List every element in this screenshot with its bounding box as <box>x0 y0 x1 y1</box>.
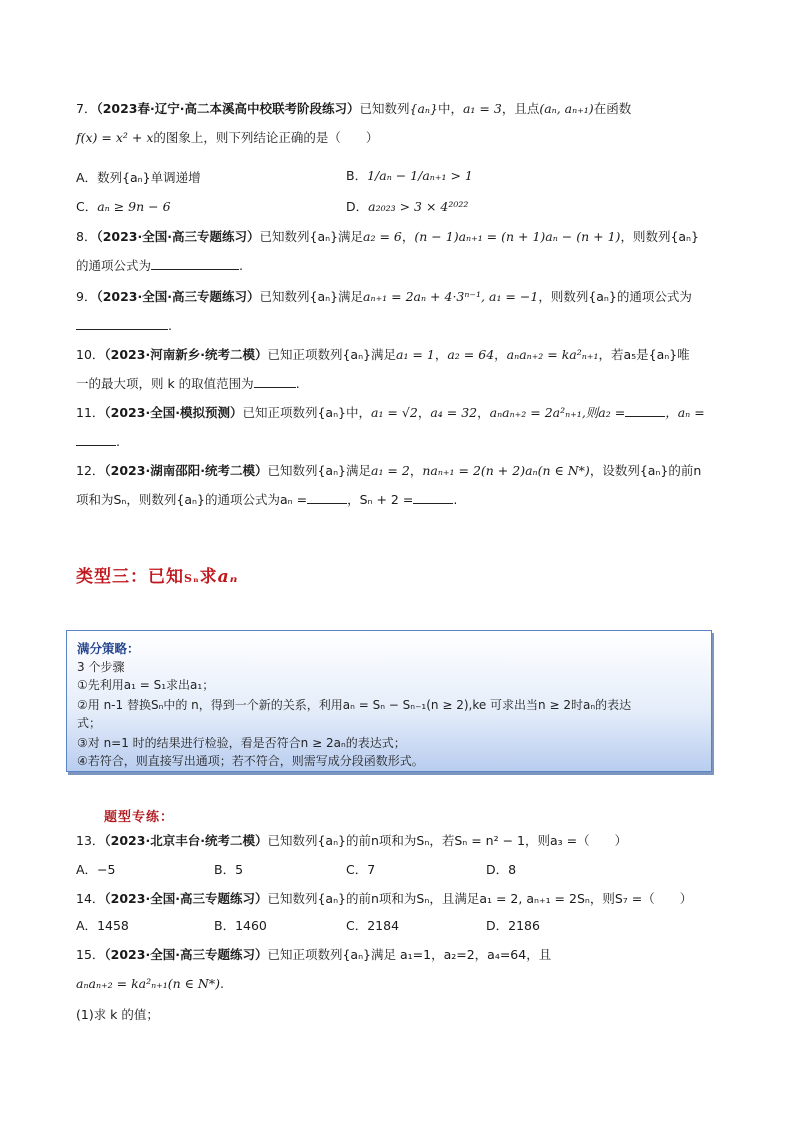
option-label: C． <box>346 918 368 933</box>
practice-heading: 题型专练： <box>104 810 175 825</box>
math-expr: a₄ = 32 <box>430 405 478 420</box>
option-text: a₂₀₂₃ > 3 × 4²⁰²² <box>368 199 469 214</box>
option-text: 5 <box>235 862 244 877</box>
question-source: （2023·全国·高三专题练习） <box>104 947 268 962</box>
option-d[interactable] <box>486 916 540 936</box>
question-text: ，且点 <box>501 101 540 116</box>
option-c[interactable] <box>346 916 399 936</box>
question-8 <box>76 222 726 280</box>
question-11: 11．（2023·全国·模拟预测）已知正项数列{aₙ}中，a₁ = √2，a₄ = 32，aₙaₙ₊₂ = 2a²ₙ₊₁,则a₂ = ，aₙ = . <box>76 398 726 456</box>
question-number: 13． <box>76 833 105 848</box>
math-expr: (aₙ, aₙ₊₁) <box>539 101 594 116</box>
question-9 <box>76 282 726 340</box>
math-expr: aₙ₊₁ = 2aₙ + 4·3ⁿ⁻¹, a₁ = −1 <box>363 289 539 304</box>
question-text: ，若a₅是{aₙ}唯 <box>598 347 690 362</box>
option-label: C． <box>346 862 368 877</box>
question-number: 8． <box>76 229 97 244</box>
question-text: . <box>116 434 120 449</box>
question-7 <box>76 94 726 152</box>
question-text: . <box>453 492 458 507</box>
section-title-text: 类型三：已知 <box>76 567 184 587</box>
question-source: （2023·湖南邵阳·统考二模） <box>104 463 268 478</box>
math-expr: a₁ = 3 <box>462 101 502 116</box>
option-b[interactable] <box>214 916 267 936</box>
question-text: 中， <box>437 101 463 116</box>
question-source: （2023·全国·模拟预测） <box>104 405 243 420</box>
math-expr: naₙ₊₁ = 2(n + 2)aₙ(n ∈ N*) <box>422 463 590 478</box>
question-text: 已知正项数列{aₙ}满足 <box>267 347 396 362</box>
section-title-sn: Sₙ <box>184 572 200 585</box>
option-label: D． <box>486 862 509 877</box>
question-number: 15． <box>76 947 105 962</box>
question-text: 在函数 <box>593 101 632 116</box>
question-source: （2023·全国·高三专题练习） <box>96 229 260 244</box>
option-d[interactable] <box>486 860 516 880</box>
question-12: 12．（2023·湖南邵阳·统考二模）已知数列{aₙ}满足a₁ = 2，naₙ₊₁ = 2(n + 2)aₙ(n ∈ N*)，设数列{aₙ}的前n 项和为Sₙ，则数列{aₙ}的通项公式为aₙ = ，Sₙ + 2 = . <box>76 463 702 507</box>
question-text: 一的最大项，则 k 的取值范围为 <box>76 376 254 391</box>
answer-blank[interactable] <box>76 315 168 330</box>
math-expr: a₂ = 6 <box>363 229 402 244</box>
question-15 <box>76 940 726 998</box>
question-text: 已知数列{aₙ}满足 <box>267 463 371 478</box>
section-title <box>76 562 238 587</box>
option-label: A． <box>76 170 98 185</box>
option-text: aₙ ≥ 9n − 6 <box>97 199 171 214</box>
question-13 <box>76 826 726 855</box>
answer-blank[interactable] <box>151 255 239 270</box>
question-text: ，则数列{aₙ}的通项公式为 <box>538 289 692 304</box>
question-source: （2023·北京丰台·统考二模） <box>104 833 268 848</box>
answer-blank-an[interactable] <box>76 431 116 446</box>
question-15-part-1 <box>76 1000 726 1029</box>
strategy-line: 3 个步骤 <box>77 660 125 674</box>
math-expr: f(x) = x² + x <box>76 130 154 145</box>
option-label: D． <box>486 918 509 933</box>
strategy-line: ①先利用a₁ = S₁求出a₁； <box>77 678 215 692</box>
option-text: −5 <box>97 862 116 877</box>
question-source: （2023·全国·高三专题练习） <box>96 289 260 304</box>
math-expr: {aₙ} <box>409 101 438 116</box>
question-source: （2023·全国·高三专题练习） <box>104 891 268 906</box>
question-text: ，Sₙ + 2 = <box>347 492 414 507</box>
math-expr: aₙaₙ₊₂ = ka²ₙ₊₁ <box>506 347 599 362</box>
answer-blank-sn[interactable] <box>413 489 453 504</box>
option-c[interactable] <box>346 860 375 880</box>
option-label: C． <box>76 199 98 214</box>
answer-blank-an[interactable] <box>307 489 347 504</box>
option-a[interactable] <box>76 916 129 936</box>
math-expr: a₁ = 1 <box>396 347 435 362</box>
option-text: 2186 <box>508 918 540 933</box>
question-text: 已知数列{aₙ}满足 <box>259 229 364 244</box>
strategy-title: 满分策略： <box>77 641 140 656</box>
math-expr: (n − 1)aₙ₊₁ = (n + 1)aₙ − (n + 1) <box>414 229 621 244</box>
section-title-an: aₙ <box>217 567 239 587</box>
question-text: 已知正项数列{aₙ}满足 a₁=1，a₂=2，a₄=64，且 <box>267 947 552 962</box>
question-number: 12． <box>76 463 105 478</box>
question-14 <box>76 884 726 913</box>
option-label: D． <box>346 199 369 214</box>
math-expr: aₙaₙ₊₂ = 2a²ₙ₊₁ <box>489 405 582 420</box>
question-10: 10．（2023·河南新乡·统考二模）已知正项数列{aₙ}满足a₁ = 1，a₂ = 64，aₙaₙ₊₂ = ka²ₙ₊₁，若a₅是{aₙ}唯 一的最大项，则 k 的取值范围为 . <box>76 347 690 391</box>
option-a[interactable] <box>76 168 201 188</box>
strategy-line: ④若符合，则直接写出通项；若不符合，则需写成分段函数形式。 <box>77 754 424 768</box>
question-text: . <box>219 976 224 991</box>
question-text: ，则数列{aₙ} <box>620 229 699 244</box>
question-number: 11． <box>76 405 105 420</box>
question-text: 已知数列{aₙ}的前n项和为Sₙ，且满足a₁ = 2, aₙ₊₁ = 2Sₙ，则S₇ =（ ） <box>267 891 693 906</box>
answer-blank-a2[interactable] <box>625 402 665 417</box>
strategy-line: ②用 n-1 替换Sₙ中的 n，得到一个新的关系，利用aₙ = Sₙ − Sₙ₋₁(n ≥ 2),ke 可求出当n ≥ 2时aₙ的表达 <box>77 698 632 712</box>
option-text: 1458 <box>97 918 129 933</box>
question-text: 的通项公式为 <box>76 258 152 273</box>
math-expr: a₁ = √2 <box>371 405 418 420</box>
option-text: 7 <box>367 862 376 877</box>
question-text: 已知数列{aₙ}的前n项和为Sₙ，若Sₙ = n² − 1，则a₃ =（ ） <box>267 833 628 848</box>
option-d[interactable] <box>346 197 468 217</box>
question-text: 已知数列{aₙ}满足 <box>259 289 364 304</box>
question-text: 已知正项数列{aₙ}中， <box>242 405 371 420</box>
answer-blank[interactable] <box>254 373 296 388</box>
math-expr: a₂ = 64 <box>447 347 495 362</box>
question-source: （2023·河南新乡·统考二模） <box>104 347 268 362</box>
question-text: 的图象上，则下列结论正确的是（ ） <box>153 130 379 145</box>
question-number: 10． <box>76 347 105 362</box>
option-text: 1460 <box>235 918 267 933</box>
math-expr: ，aₙ = <box>665 405 705 420</box>
question-text: . <box>239 258 243 273</box>
option-label: B． <box>214 862 236 877</box>
option-text: 1/aₙ − 1/aₙ₊₁ > 1 <box>367 168 473 183</box>
option-text: 数列{aₙ}单调递增 <box>97 170 201 185</box>
option-label: A． <box>76 918 98 933</box>
option-text: 8 <box>508 862 517 877</box>
question-number: 9． <box>76 289 97 304</box>
strategy-box <box>66 630 712 772</box>
strategy-line: ③对 n=1 时的结果进行检验，看是否符合n ≥ 2aₙ的表达式； <box>77 736 406 750</box>
question-text: . <box>295 376 300 391</box>
question-number: 14． <box>76 891 105 906</box>
option-text: 2184 <box>367 918 400 933</box>
math-expr: ,则a₂ = <box>581 405 626 420</box>
option-b[interactable] <box>346 166 473 186</box>
option-a[interactable] <box>76 860 116 880</box>
option-label: B． <box>346 168 368 183</box>
option-label: A． <box>76 862 98 877</box>
question-text: 项和为Sₙ，则数列{aₙ}的通项公式为aₙ = <box>76 492 308 507</box>
option-b[interactable] <box>214 860 243 880</box>
question-text: 已知数列 <box>359 101 410 116</box>
question-text: (1)求 k 的值； <box>76 1007 159 1022</box>
math-expr: aₙaₙ₊₂ = ka²ₙ₊₁(n ∈ N*) <box>76 976 220 991</box>
question-text: ，设数列{aₙ}的前n <box>589 463 702 478</box>
math-expr: a₁ = 2 <box>371 463 410 478</box>
option-c[interactable] <box>76 197 171 217</box>
strategy-line: 式； <box>77 716 102 730</box>
section-title-text: 求 <box>199 567 218 587</box>
question-source: （2023春·辽宁·高二本溪高中校联考阶段练习） <box>96 101 360 116</box>
question-text: . <box>168 318 172 333</box>
option-label: B． <box>214 918 236 933</box>
question-text: ， <box>401 229 415 244</box>
question-number: 7． <box>76 101 97 116</box>
